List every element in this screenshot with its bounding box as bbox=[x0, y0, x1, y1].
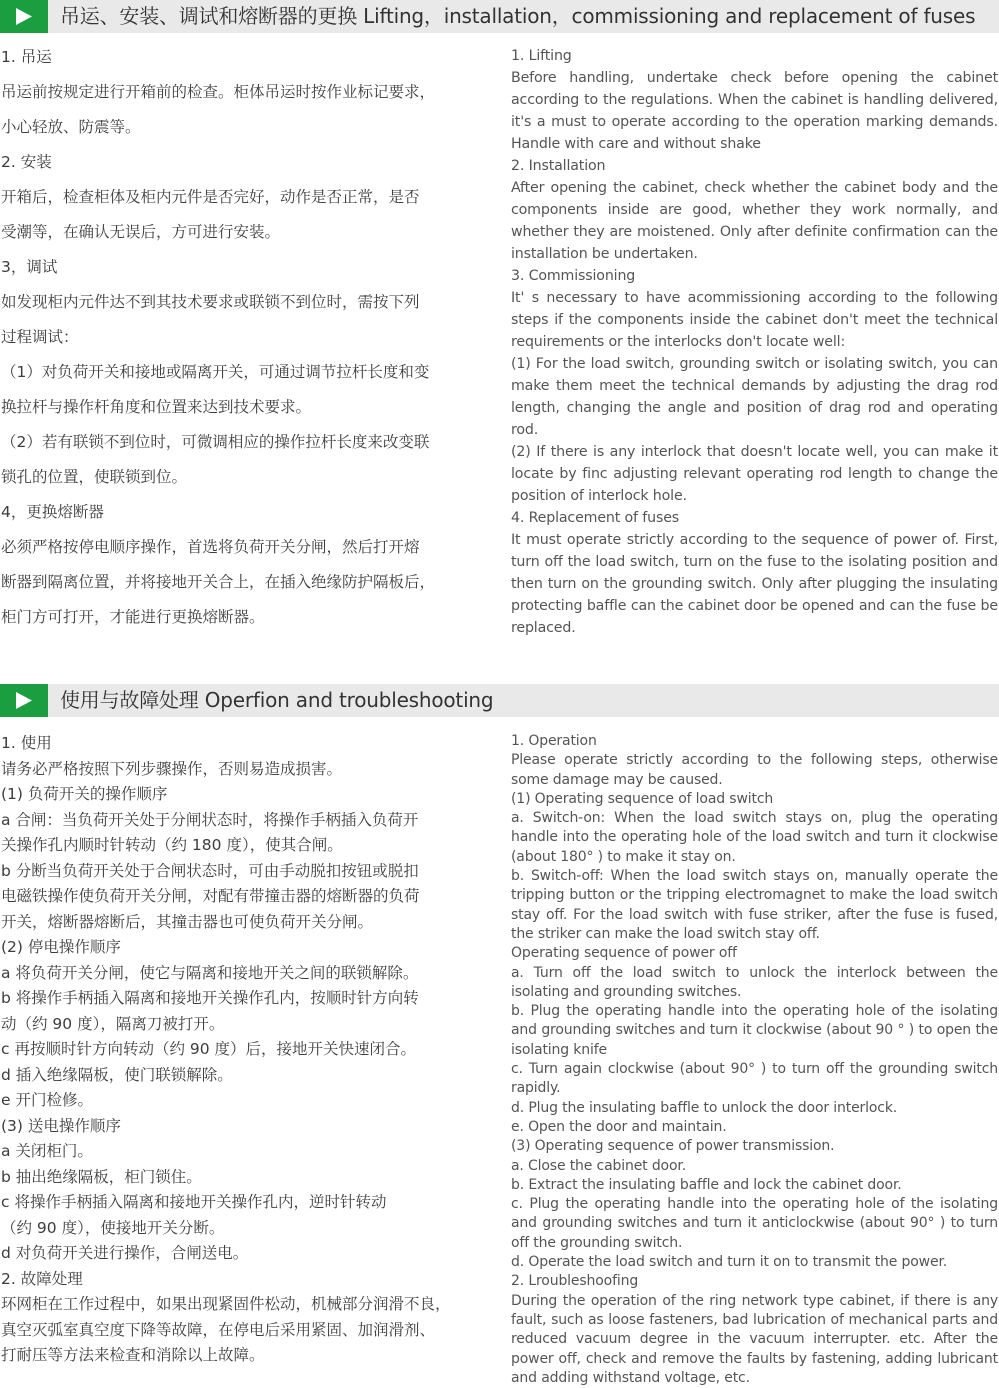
text-line: 真空灭弧室真空度下降等故障，在停电后采用紧固、加润滑剂、 bbox=[1, 1320, 436, 1339]
english-text-column bbox=[511, 732, 998, 1388]
text-line: 关操作孔内顺时针转动（约 180 度），使其合闸。 bbox=[1, 836, 343, 854]
text-line: （约 90 度），使接地开关分断。 bbox=[1, 1218, 225, 1237]
paragraph: b. Switch-off: When the load switch stays on, manually operate the tripping button or the tripping electromagnet to make the load switch stay off. For the load switch with fuse striker, after the fuse is fused, the striker can make the load switch stay off. bbox=[511, 868, 998, 942]
paragraph: (2) If there is any interlock that doesn't locate well, you can make it locate by finc adjusting relevant operating rod length to change the position of interlock hole. bbox=[511, 444, 998, 504]
paragraph: 3. Commissioning bbox=[511, 268, 636, 284]
section-marker bbox=[0, 684, 48, 717]
paragraph: e. Open the door and maintain. bbox=[511, 1118, 727, 1135]
text-line: b 分断当负荷开关处于合闸状态时，可由手动脱扣按钮或脱扣 bbox=[1, 861, 419, 880]
text-line: 环网柜在工作过程中，如果出现紧固件松动，机械部分润滑不良， bbox=[1, 1295, 451, 1313]
paragraph: Operating sequence of power off bbox=[511, 945, 737, 962]
paragraph: 2. Installation bbox=[511, 158, 606, 174]
text-line: 如发现柜内元件达不到其技术要求或联锁不到位时，需按下列 bbox=[1, 293, 420, 311]
text-line: 2. 故障处理 bbox=[1, 1269, 83, 1288]
text-line: （2）若有联锁不到位时，可微调相应的操作拉杆长度来改变联 bbox=[1, 433, 430, 451]
text-line: 换拉杆与操作杆角度和位置来达到技术要求。 bbox=[1, 398, 312, 416]
section-header-operation bbox=[0, 684, 999, 717]
paragraph: a. Turn off the load switch to unlock the interlock between the isolating and grounding switches. bbox=[511, 964, 998, 1000]
paragraph: It' s necessary to have acommissioning according to the following steps if the components inside the cabinet don't meet the technical requirements or the interlocks don't locate well: bbox=[511, 290, 998, 350]
english-text-column bbox=[511, 45, 998, 639]
text-line: a 合闸：当负荷开关处于分闸状态时，将操作手柄插入负荷开 bbox=[1, 810, 419, 829]
paragraph: 1. Lifting bbox=[511, 48, 572, 64]
paragraph: b. Extract the insulating baffle and lock the cabinet door. bbox=[511, 1176, 902, 1193]
text-line: d 对负荷开关进行操作，合闸送电。 bbox=[1, 1244, 249, 1262]
section-header-lifting bbox=[0, 0, 999, 33]
text-line: 请务必严格按照下列步骤操作，否则易造成损害。 bbox=[1, 759, 343, 778]
paragraph: d. Plug the insulating baffle to unlock the door interlock. bbox=[511, 1099, 898, 1116]
chinese-text-column bbox=[1, 40, 489, 635]
text-line: b 抽出绝缘隔板，柜门锁住。 bbox=[1, 1167, 202, 1186]
text-line: 过程调试： bbox=[1, 328, 79, 346]
text-line: 1. 使用 bbox=[1, 734, 52, 752]
text-line: (2) 停电操作顺序 bbox=[1, 938, 121, 956]
text-line: 动（约 90 度），隔离刀被打开。 bbox=[1, 1014, 225, 1033]
text-line: 必须严格按停电顺序操作，首选将负荷开关分闸，然后打开熔 bbox=[1, 538, 420, 556]
text-line: 断器到隔离位置，并将接地开关合上，在插入绝缘防护隔板后， bbox=[1, 573, 436, 591]
paragraph: During the operation of the ring network type cabinet, if there is any fault, such as loose fasteners, bad lubrication of mechanical parts and reduced vacuum degree in the vacuum interrupter. etc. After the power off, check and remove the faults by fastening, adding lubricant and adding withstand voltage, etc. bbox=[511, 1292, 998, 1386]
text-line: 3，调试 bbox=[1, 258, 58, 276]
text-line: a 将负荷开关分闸，使它与隔离和接地开关之间的联锁解除。 bbox=[1, 963, 419, 982]
text-line: 锁孔的位置，使联锁到位。 bbox=[1, 468, 188, 486]
text-line: c 再按顺时针方向转动（约 90 度）后，接地开关快速闭合。 bbox=[1, 1040, 417, 1058]
paragraph: d. Operate the load switch and turn it on to transmit the power. bbox=[511, 1254, 948, 1271]
chinese-text-column bbox=[1, 731, 489, 1369]
text-line: 1. 吊运 bbox=[1, 48, 52, 66]
text-line: d 插入绝缘隔板，使门联锁解除。 bbox=[1, 1065, 233, 1084]
text-line: （1）对负荷开关和接地或隔离开关，可通过调节拉杆长度和变 bbox=[1, 363, 430, 381]
text-line: 开箱后，检查柜体及柜内元件是否完好，动作是否正常，是否 bbox=[1, 188, 420, 206]
play-arrow-icon bbox=[14, 691, 34, 710]
paragraph: After opening the cabinet, check whether the cabinet body and the components inside are good, whether they work normally, and whether they are moistened. Only after definite confirmation can the installation be undertaken. bbox=[511, 180, 998, 262]
section-title: 吊运、安装、调试和熔断器的更换 Lifting，installation，commissioning and replacement of fuses bbox=[60, 4, 976, 28]
play-arrow-icon bbox=[14, 7, 34, 26]
paragraph: (3) Operating sequence of power transmission. bbox=[511, 1138, 835, 1155]
text-line: 4，更换熔断器 bbox=[1, 503, 104, 521]
text-line: 小心轻放、防震等。 bbox=[1, 118, 141, 136]
text-line: (1) 负荷开关的操作顺序 bbox=[1, 785, 168, 803]
text-line: 2. 安装 bbox=[1, 153, 52, 171]
text-line: 吊运前按规定进行开箱前的检查。柜体吊运时按作业标记要求， bbox=[1, 83, 436, 101]
text-line: a 关闭柜门。 bbox=[1, 1142, 93, 1160]
section-title: 使用与故障处理 Operfion and troubleshooting bbox=[60, 688, 494, 712]
text-line: 柜门方可打开，才能进行更换熔断器。 bbox=[1, 608, 265, 626]
text-line: 打耐压等方法来检查和消除以上故障。 bbox=[1, 1346, 265, 1364]
text-line: 电磁铁操作使负荷开关分闸，对配有带撞击器的熔断器的负荷 bbox=[1, 887, 420, 905]
text-line: b 将操作手柄插入隔离和接地开关操作孔内，按顺时针方向转 bbox=[1, 989, 419, 1007]
paragraph: c. Turn again clockwise (about 90° ) to turn off the grounding switch rapidly. bbox=[511, 1061, 998, 1097]
paragraph: Please operate strictly according to the following steps, otherwise some damage may be caused. bbox=[511, 752, 998, 788]
section-marker bbox=[0, 0, 48, 33]
paragraph: a. Switch-on: When the load switch stays on, plug the operating handle into the operating hole of the load switch and turn it clockwise (about 180° ) to make it stay on. bbox=[511, 810, 998, 865]
paragraph: (1) For the load switch, grounding switch or isolating switch, you can make them meet the technical demands by adjusting the drag rod length, changing the angle and position of drag rod and operating rod. bbox=[511, 356, 998, 438]
paragraph: 2. Lroubleshoofing bbox=[511, 1273, 639, 1290]
paragraph: c. Plug the operating handle into the operating hole of the isolating and grounding switches and turn it anticlockwise (about 90° ) to turn off the grounding switch. bbox=[511, 1196, 998, 1251]
paragraph: b. Plug the operating handle into the operating hole of the isolating and grounding switches and turn it clockwise (about 90 ° ) to open the isolating knife bbox=[511, 1003, 998, 1058]
paragraph: (1) Operating sequence of load switch bbox=[511, 790, 774, 807]
text-line: (3) 送电操作顺序 bbox=[1, 1116, 121, 1135]
text-line: 受潮等，在确认无误后，方可进行安装。 bbox=[1, 223, 281, 241]
paragraph: It must operate strictly according to the sequence of power of. First, turn off the load switch, turn on the fuse to the isolating position and then turn on the grounding switch. Only after plugging the insulating protecting baffle can the cabinet door be opened and can the fuse be replaced. bbox=[511, 532, 998, 636]
text-line: 开关，熔断器熔断后，其撞击器也可使负荷开关分闸。 bbox=[1, 912, 374, 931]
paragraph: 4. Replacement of fuses bbox=[511, 510, 680, 526]
text-line: c 将操作手柄插入隔离和接地开关操作孔内，逆时针转动 bbox=[1, 1193, 387, 1211]
text-line: e 开门检修。 bbox=[1, 1091, 93, 1109]
paragraph: a. Close the cabinet door. bbox=[511, 1157, 687, 1174]
paragraph: Before handling, undertake check before opening the cabinet according to the regulations. When the cabinet is handling delivered, it's a must to operate according to the operation marking demands. Handle with care and without shake bbox=[511, 70, 998, 152]
paragraph: 1. Operation bbox=[511, 733, 597, 749]
